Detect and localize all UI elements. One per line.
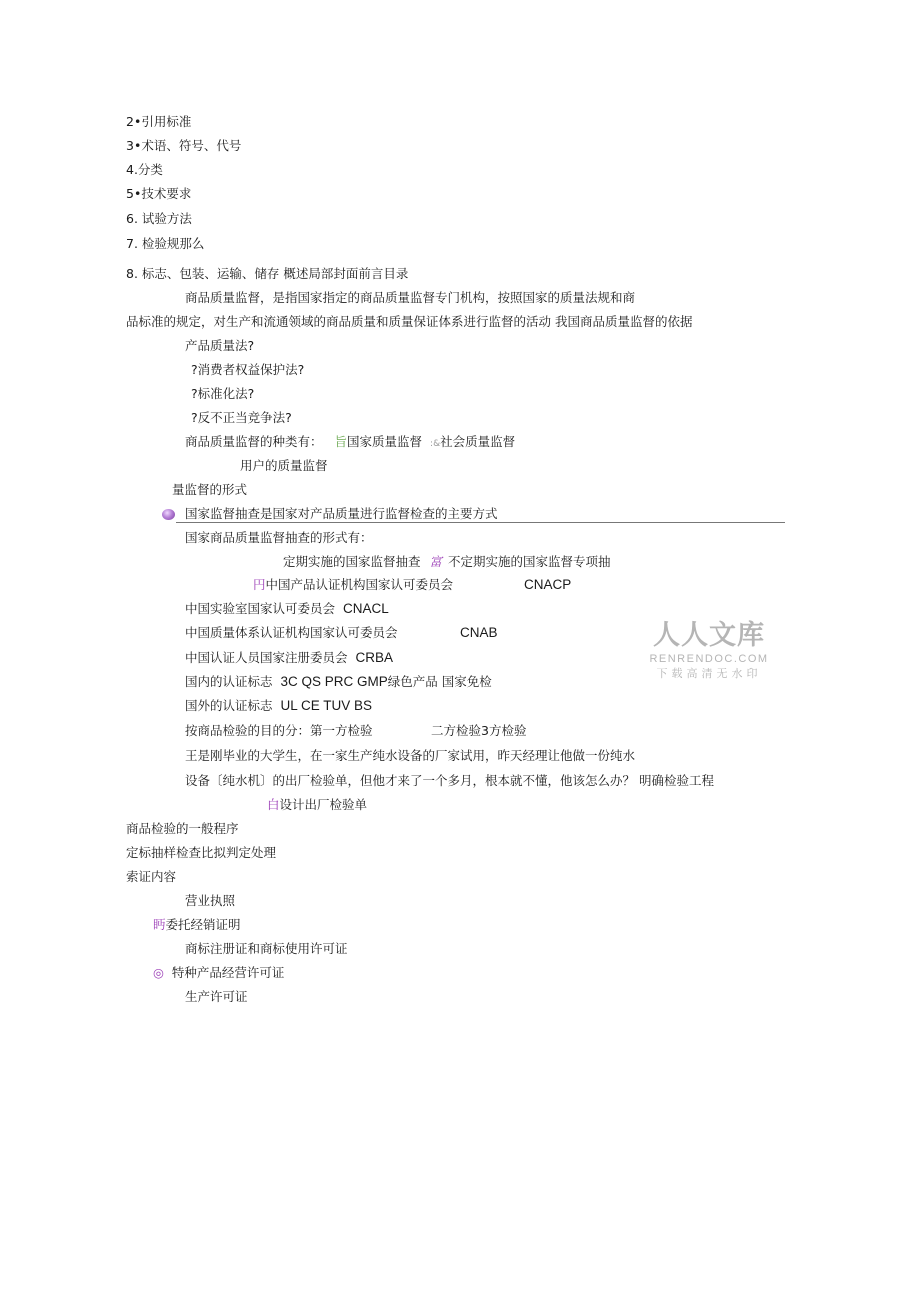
crba-line bbox=[185, 650, 393, 666]
domestic-tail: 绿色产品 国家免检 bbox=[387, 674, 492, 689]
design-line bbox=[267, 797, 367, 813]
grey-marker-glyph: :& bbox=[430, 439, 441, 449]
spot-check-forms: 国家商品质量监督抽查的形式有： bbox=[185, 530, 373, 545]
inspection-purpose: 按商品检验的目的分：第一方检验 bbox=[185, 723, 373, 738]
horizontal-divider bbox=[176, 522, 785, 523]
foreign-marks: UL CE TUV BS bbox=[280, 698, 373, 713]
cnab-name: 中国质量体系认证机构国家认可委员会 bbox=[185, 625, 398, 640]
purple-marker-glyph: 円 bbox=[253, 577, 266, 592]
type-user: 用户的质量监督 bbox=[240, 458, 328, 473]
foreign-label: 国外的认证标志 bbox=[185, 698, 273, 713]
watermark-title: 人人文库 bbox=[653, 620, 765, 651]
outline-item-4: 4.分类 bbox=[126, 162, 163, 177]
purple-marker-glyph: 眄 bbox=[153, 917, 166, 932]
watermark-logo bbox=[646, 620, 772, 681]
type-national: 国家质量监督 bbox=[347, 434, 423, 449]
production-license: 生产许可证 bbox=[185, 989, 248, 1004]
cnacl-line bbox=[185, 601, 389, 617]
business-license: 营业执照 bbox=[185, 893, 236, 908]
green-marker-glyph: 旨 bbox=[334, 434, 348, 449]
foreign-marks-line bbox=[185, 698, 372, 714]
domestic-marks-line bbox=[185, 674, 492, 690]
outline-item-3: 3•术语、符号、代号 bbox=[126, 138, 242, 153]
spot-check-main-text: 国家监督抽查是国家对产品质量进行监督检查的主要方式 bbox=[185, 506, 498, 521]
law-consumer-protection: ?消费者权益保护法? bbox=[191, 362, 305, 377]
circle-bullet-icon: ◎ bbox=[153, 965, 164, 980]
special-license-line bbox=[153, 965, 284, 981]
cnab-code: CNAB bbox=[460, 625, 498, 640]
watermark-subtitle: 下载高清无水印 bbox=[656, 667, 762, 680]
spot-check-main-line bbox=[162, 506, 498, 522]
domestic-label: 国内的认证标志 bbox=[185, 674, 273, 689]
domestic-marks: 3C QS PRC GMP bbox=[280, 674, 388, 689]
special-product-license: 特种产品经营许可证 bbox=[171, 965, 285, 980]
outline-item-5: 5•技术要求 bbox=[126, 186, 192, 201]
forms-heading: 量监督的形式 bbox=[172, 482, 248, 497]
definition-line-2: 品标准的规定，对生产和流通领域的商品质量和质量保证体系进行监督的活动 我国商品质量监督的依据 bbox=[126, 314, 693, 329]
definition-line-1: 商品质量监督，是指国家指定的商品质量监督专门机构，按照国家的质量法规和商 bbox=[185, 290, 636, 305]
consignment-line bbox=[153, 917, 241, 933]
cnacp-code: CNACP bbox=[524, 577, 572, 592]
design-inspection-sheet: 设计出厂检验单 bbox=[279, 797, 368, 812]
type-social: 社会质量监督 bbox=[440, 434, 516, 449]
outline-item-7: 7. 检验规那么 bbox=[126, 236, 205, 251]
outline-item-2: 2•引用标准 bbox=[126, 114, 192, 129]
general-procedure: 商品检验的一般程序 bbox=[126, 821, 239, 836]
case-line-1: 王是刚毕业的大学生，在一家生产纯水设备的厂家试用，昨天经理让他做一份纯水 bbox=[185, 748, 636, 763]
purple-marker-glyph: 富 bbox=[429, 554, 443, 569]
outline-item-8: 8. 标志、包装、运输、储存 概述局部封面前言目录 bbox=[126, 266, 409, 281]
documents-heading: 索证内容 bbox=[126, 869, 177, 884]
crba-code: CRBA bbox=[355, 650, 394, 665]
irregular-spot-check: 不定期实施的国家监督专项抽 bbox=[448, 554, 611, 569]
law-standardization: ?标准化法? bbox=[191, 386, 255, 401]
regular-spot-check: 定期实施的国家监督抽查 bbox=[283, 554, 421, 569]
watermark-url: RENRENDOC.COM bbox=[649, 653, 769, 665]
spot-check-types-line bbox=[283, 554, 611, 570]
purple-marker-glyph: 白 bbox=[267, 797, 280, 812]
cnacp-line bbox=[253, 577, 453, 593]
cnacl-name: 中国实验室国家认可委员会 bbox=[185, 601, 336, 616]
supervision-types-label: 商品质量监督的种类有： bbox=[185, 434, 323, 449]
sphere-bullet-icon bbox=[162, 509, 175, 520]
cnacp-name: 中国产品认证机构国家认可委员会 bbox=[265, 577, 454, 592]
crba-name: 中国认证人员国家注册委员会 bbox=[185, 650, 348, 665]
case-line-2: 设备〔纯水机〕的出厂检验单，但他才来了一个多月，根本就不懂，他该怎么办？ 明确检验工程 bbox=[185, 773, 714, 788]
law-anti-unfair-competition: ?反不正当竞争法? bbox=[191, 410, 292, 425]
trademark-certificate: 商标注册证和商标使用许可证 bbox=[185, 941, 348, 956]
consignment-certificate: 委托经销证明 bbox=[165, 917, 241, 932]
law-product-quality: 产品质量法? bbox=[185, 338, 255, 353]
cnacl-code: CNACL bbox=[343, 601, 389, 616]
procedure-steps: 定标抽样检查比拟判定处理 bbox=[126, 845, 277, 860]
second-third-party: 二方检验3方检验 bbox=[431, 723, 527, 738]
outline-item-6: 6. 试验方法 bbox=[126, 211, 192, 226]
supervision-types-line bbox=[185, 434, 515, 452]
